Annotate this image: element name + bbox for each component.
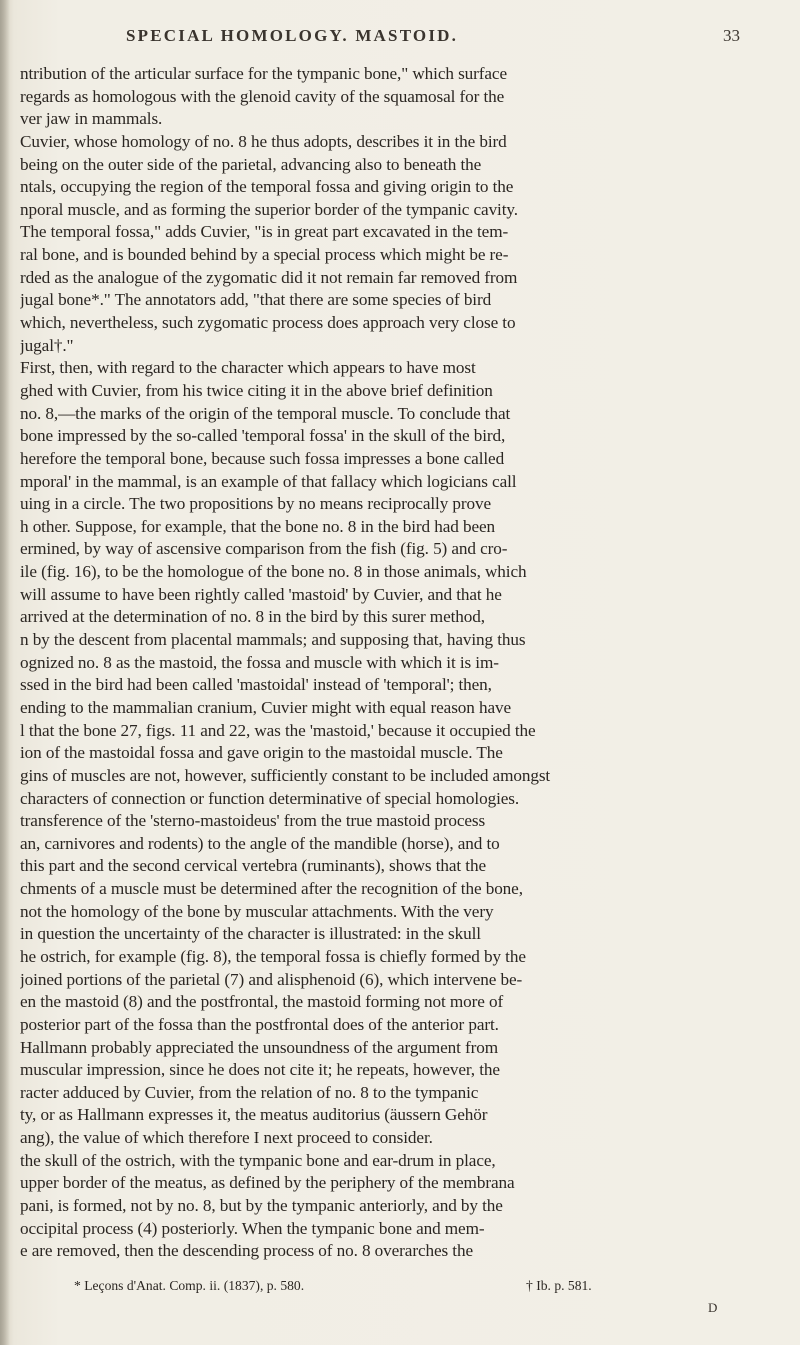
text-line: en the mastoid (8) and the postfrontal, the mastoid forming not more of (20, 992, 504, 1012)
text-line: e are removed, then the descending process of no. 8 overarches the (20, 1241, 473, 1261)
text-line: will assume to have been rightly called 'mastoid' by Cuvier, and that he (20, 584, 502, 604)
text-line: ntribution of the articular surface for the tympanic bone," which surface (20, 64, 507, 83)
text-line: joined portions of the parietal (7) and alisphenoid (6), which intervene be- (20, 969, 523, 989)
text-line: ntals, occupying the region of the temporal fossa and giving origin to the (20, 177, 514, 197)
text-line: mporal' in the mammal, is an example of that fallacy which logicians call (20, 471, 517, 491)
text-line: upper border of the meatus, as defined by the periphery of the membrana (20, 1173, 515, 1193)
text-line: Hallmann probably appreciated the unsoundness of the argument from (20, 1037, 499, 1057)
footnotes (74, 1276, 774, 1296)
text-line: occipital process (4) posteriorly. When the tympanic bone and mem- (20, 1218, 485, 1238)
text-line: Cuvier, whose homology of no. 8 he thus adopts, describes it in the bird (20, 131, 507, 151)
footnote-1: * Leçons d'Anat. Comp. ii. (1837), p. 580. (74, 1278, 305, 1293)
text-line: ang), the value of which therefore I next proceed to consider. (20, 1128, 433, 1148)
text-line: an, carnivores and rodents) to the angle of the mandible (horse), and to (20, 833, 500, 853)
text-line: the skull of the ostrich, with the tympanic bone and ear-drum in place, (20, 1150, 496, 1170)
text-line: ssed in the bird had been called 'mastoidal' instead of 'temporal'; then, (20, 675, 492, 695)
text-line: muscular impression, since he does not cite it; he repeats, however, the (20, 1060, 500, 1080)
text-line: racter adduced by Cuvier, from the relation of no. 8 to the tympanic (20, 1082, 479, 1102)
running-head: SPECIAL HOMOLOGY. MASTOID. (126, 26, 459, 45)
text-line: First, then, with regard to the character which appears to have most (20, 358, 476, 378)
text-line: jugal bone*." The annotators add, "that there are some species of bird (20, 290, 492, 310)
text-line: characters of connection or function determinative of special homologies. (20, 788, 520, 808)
text-line: transference of the 'sterno-mastoideus' from the true mastoid process (20, 811, 486, 831)
text-line: uing in a circle. The two propositions by no means reciprocally prove (20, 494, 492, 514)
text-line: no. 8,—the marks of the origin of the temporal muscle. To conclude that (20, 403, 511, 423)
binding-gutter (0, 0, 10, 1345)
text-line: gins of muscles are not, however, sufficiently constant to be included amongst (20, 765, 551, 785)
text-line: nporal muscle, and as forming the superior border of the tympanic cavity. (20, 199, 518, 219)
text-line: he ostrich, for example (fig. 8), the temporal fossa is chiefly formed by the (20, 946, 526, 966)
text-line: herefore the temporal bone, because such fossa impresses a bone called (20, 448, 505, 468)
text-line: being on the outer side of the parietal, advancing also to beneath the (20, 154, 482, 174)
text-line: posterior part of the fossa than the postfrontal does of the anterior part. (20, 1014, 499, 1034)
body-text (20, 63, 780, 1286)
text-line: ermined, by way of ascensive comparison from the fish (fig. 5) and cro- (20, 539, 508, 559)
text-line: regards as homologous with the glenoid cavity of the squamosal for the (20, 86, 505, 106)
text-line: which, nevertheless, such zygomatic process does approach very close to (20, 313, 516, 333)
text-line: ty, or as Hallmann expresses it, the meatus auditorius (äussern Gehör (20, 1105, 488, 1125)
text-line: ion of the mastoidal fossa and gave origin to the mastoidal muscle. The (20, 743, 503, 763)
footnote-2: † Ib. p. 581. (526, 1278, 592, 1293)
text-line: ognized no. 8 as the mastoid, the fossa and muscle with which it is im- (20, 652, 499, 672)
page-number: 33 (723, 26, 740, 45)
text-line: ral bone, and is bounded behind by a special process which might be re- (20, 245, 509, 265)
text-line: ver jaw in mammals. (20, 109, 163, 129)
text-line: The temporal fossa," adds Cuvier, "is in great part excavated in the tem- (20, 222, 509, 242)
text-line: jugal†." (20, 335, 74, 355)
text-line: ending to the mammalian cranium, Cuvier might with equal reason have (20, 697, 512, 717)
text-line: this part and the second cervical vertebra (ruminants), shows that the (20, 856, 486, 876)
text-line: bone impressed by the so-called 'temporal fossa' in the skull of the bird, (20, 426, 506, 446)
text-line: ghed with Cuvier, from his twice citing it in the above brief definition (20, 380, 493, 400)
text-line: n by the descent from placental mammals; and supposing that, having thus (20, 630, 526, 650)
text-line: l that the bone 27, figs. 11 and 22, was the 'mastoid,' because it occupied the (20, 720, 536, 740)
page-header (0, 26, 800, 50)
text-line: ile (fig. 16), to be the homologue of the bone no. 8 in those animals, which (20, 562, 527, 582)
text-line: rded as the analogue of the zygomatic did it not remain far removed from (20, 267, 518, 287)
signature-mark: D (708, 1300, 718, 1315)
text-line: pani, is formed, not by no. 8, but by the tympanic anteriorly, and by the (20, 1196, 503, 1216)
text-line: in question the uncertainty of the character is illustrated: in the skull (20, 924, 481, 944)
text-line: not the homology of the bone by muscular attachments. With the very (20, 901, 494, 921)
text-line: chments of a muscle must be determined after the recognition of the bone, (20, 879, 523, 899)
text-line: h other. Suppose, for example, that the bone no. 8 in the bird had been (20, 516, 495, 536)
text-line: arrived at the determination of no. 8 in the bird by this surer method, (20, 607, 485, 627)
